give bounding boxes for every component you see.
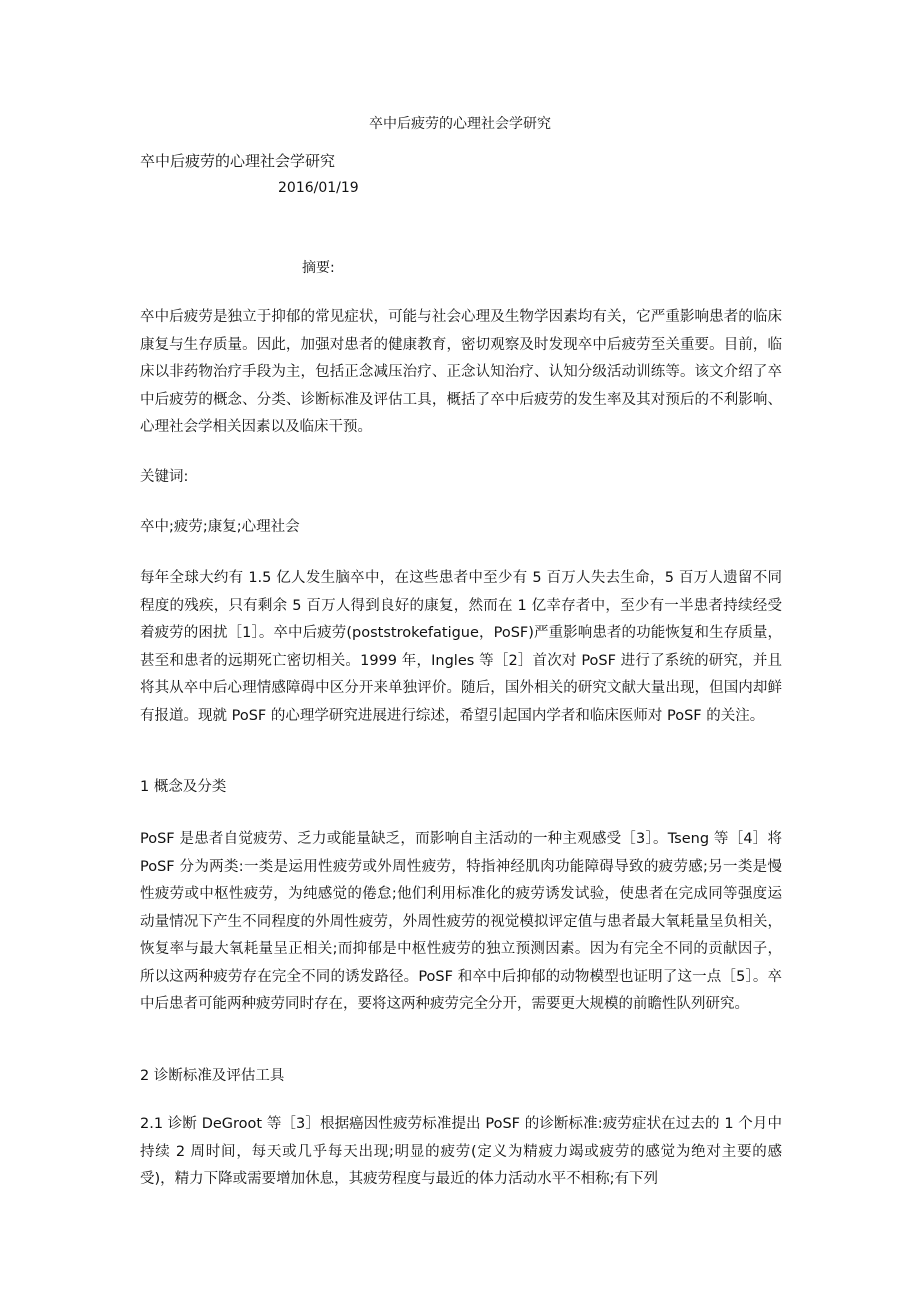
section1-paragraph: PoSF 是患者自觉疲劳、乏力或能量缺乏，而影响自主活动的一种主观感受［3］。Tseng 等［4］将 PoSF 分为两类:一类是运用性疲劳或外周性疲劳，特指神经肌肉功能障碍导致的疲劳感;另一类是慢性疲劳或中枢性疲劳，为纯感觉的倦怠;他们利用标准化的疲劳诱发试验，使患者在完成同等强度运动量情况下产生不同程度的外周性疲劳，外周性疲劳的视觉模拟评定值与患者最大氧耗量呈负相关，恢复率与最大氧耗量呈正相关;而抑郁是中枢性疲劳的独立预测因素。因为有完全不同的贡献因子，所以这两种疲劳存在完全不同的诱发路径。PoSF 和卒中后抑郁的动物模型也证明了这一点［5］。卒中后患者可能两种疲劳同时存在，要将这两种疲劳完全分开，需要更大规模的前瞻性队列研究。 [140, 831, 782, 1012]
section2-1-paragraph: 2.1 诊断 DeGroot 等［3］根据癌因性疲劳标准提出 PoSF 的诊断标准:疲劳症状在过去的 1 个月中持续 2 周时间，每天或几乎每天出现;明显的疲劳(定义为精疲力竭或疲劳的感觉为绝对主要的感受)，精力下降或需要增加休息，其疲劳程度与最近的体力活动水平不相称;有下列 [140, 1116, 782, 1187]
section1-heading: 1 概念及分类 [140, 779, 227, 795]
intro-paragraph: 每年全球大约有 1.5 亿人发生脑卒中，在这些患者中至少有 5 百万人失去生命，5 百万人遗留不同程度的残疾，只有剩余 5 百万人得到良好的康复，然而在 1 亿幸存者中，至少有一半患者持续经受着疲劳的困扰［1］。卒中后疲劳(poststrokefatigue，PoSF)严重影响患者的功能恢复和生存质量，甚至和患者的远期死亡密切相关。1999 年，Ingles 等［2］首次对 PoSF 进行了系统的研究，并且将其从卒中后心理情感障碍中区分开来单独评价。随后，国外相关的研究文献大量出现，但国内却鲜有报道。现就 PoSF 的心理学研究进展进行综述，希望引起国内学者和临床医师对 PoSF 的关注。 [140, 570, 782, 724]
publish-date: 2016/01/19 [278, 180, 359, 196]
document-title: 卒中后疲劳的心理社会学研究 [369, 116, 551, 132]
abstract-heading: 摘要: [302, 260, 335, 276]
document-subtitle: 卒中后疲劳的心理社会学研究 [140, 152, 336, 170]
section2-heading: 2 诊断标准及评估工具 [140, 1068, 285, 1084]
abstract-paragraph: 卒中后疲劳是独立于抑郁的常见症状，可能与社会心理及生物学因素均有关，它严重影响患者的临床康复与生存质量。因此，加强对患者的健康教育，密切观察及时发现卒中后疲劳至关重要。目前，临床以非药物治疗手段为主，包括正念减压治疗、正念认知治疗、认知分级活动训练等。该文介绍了卒中后疲劳的概念、分类、诊断标准及评估工具，概括了卒中后疲劳的发生率及其对预后的不利影响、心理社会学相关因素以及临床干预。 [140, 309, 782, 435]
keywords-heading: 关键词: [140, 469, 189, 485]
keywords-text: 卒中;疲劳;康复;心理社会 [140, 519, 300, 535]
